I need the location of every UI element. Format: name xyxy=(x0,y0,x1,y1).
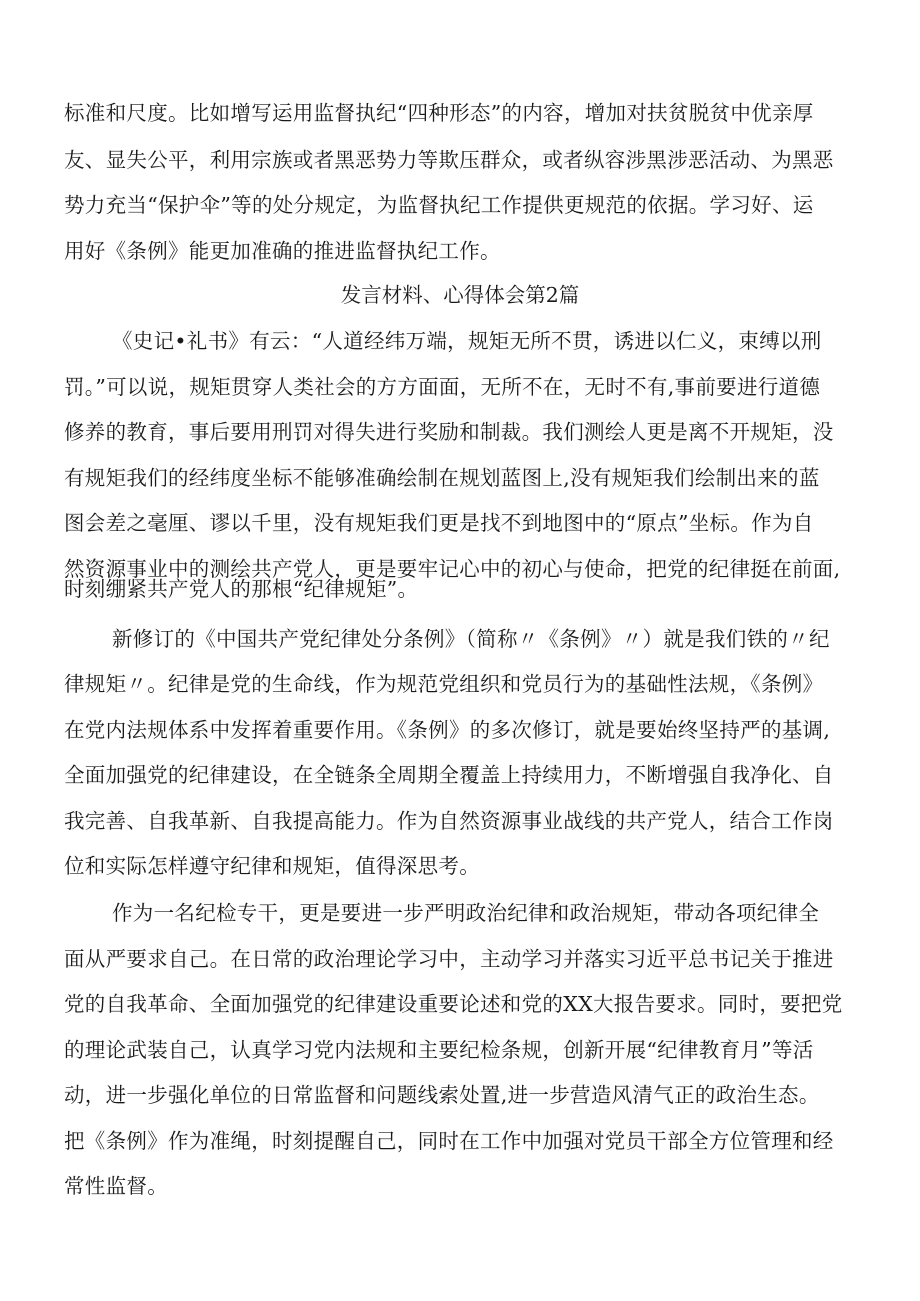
text-line: 修养的教育，事后要用刑罚对得失进行奖励和制裁。我们测绘人更是离不开规矩，没 xyxy=(64,420,834,444)
text-line: 势力充当“保护伞”等的处分规定，为监督执纪工作提供更规范的依据。学习好、运 xyxy=(64,193,814,217)
text-line: 作为一名纪检专干，更是要进一步严明政治纪律和政治规矩，带动各项纪律全 xyxy=(112,901,820,925)
text-line: 新修订的《中国共产党纪律处分条例》（简称〃《条例》〃）就是我们铁的〃纪 xyxy=(112,627,830,651)
text-line: 在党内法规体系中发挥着重要作用。《条例》的多次修订，就是要始终坚持严的基调, xyxy=(64,718,831,742)
section-heading: 发言材料、心得体会第2篇 xyxy=(340,283,580,307)
text-line: 标准和尺度。比如增写运用监督执纪“四种形态”的内容，增加对扶贫脱贫中优亲厚 xyxy=(64,101,814,125)
text-line: 党的自我革命、全面加强党的纪律建设重要论述和党的XX大报告要求。同时，要把党 xyxy=(64,992,843,1016)
text-line: 位和实际怎样遵守纪律和规矩，值得深思考。 xyxy=(64,854,480,878)
text-line: 时刻绷紧共产党人的那根“纪律规矩”。 xyxy=(64,577,419,601)
text-line: 律规矩〃。纪律是党的生命线，作为规范党组织和党员行为的基础性法规，《条例》 xyxy=(64,672,824,696)
text-line: 我完善、自我革新、自我提高能力。作为自然资源事业战线的共产党人，结合工作岗 xyxy=(64,809,834,833)
text-line: 友、显失公平，利用宗族或者黑恶势力等欺压群众，或者纵容涉黑涉恶活动、为黑恶 xyxy=(64,148,834,172)
text-line: 全面加强党的纪律建设，在全链条全周期全覆盖上持续用力，不断增强自我净化、自 xyxy=(64,763,834,787)
text-line: 把《条例》作为准绳，时刻提醒自己，同时在工作中加强对党员干部全方位管理和经 xyxy=(64,1129,834,1153)
text-line: 常性监督。 xyxy=(64,1174,168,1198)
text-line: 罚。”可以说，规矩贯穿人类社会的方方面面，无所不在，无时不有,事前要进行道德 xyxy=(64,375,821,399)
text-line: 动，进一步强化单位的日常监督和问题线索处置,进一步营造风清气正的政治生态。 xyxy=(64,1083,820,1107)
text-line: 用好《条例》能更加准确的推进监督执纪工作。 xyxy=(64,239,501,263)
text-line: 的理论武装自己，认真学习党内法规和主要纪检条规，创新开展“纪律教育月”等活 xyxy=(64,1038,814,1062)
text-line: 面从严要求自己。在日常的政治理论学习中，主动学习并落实习近平总书记关于推进 xyxy=(64,947,834,971)
text-line: 有规矩我们的经纬度坐标不能够准确绘制在规划蓝图上,没有规矩我们绘制出来的蓝 xyxy=(64,466,820,490)
text-line: 然资源事业中的测绘共产党人，更是要牢记心中的初心与使命，把党的纪律挺在前面, xyxy=(64,557,841,581)
text-line: 《史记•礼书》有云：“人道经纬万端，规矩无所不贯，诱进以仁义，束缚以刑 xyxy=(112,329,822,353)
text-line: 图会差之毫厘、谬以千里，没有规矩我们更是找不到地图中的“原点”坐标。作为自 xyxy=(64,511,814,535)
